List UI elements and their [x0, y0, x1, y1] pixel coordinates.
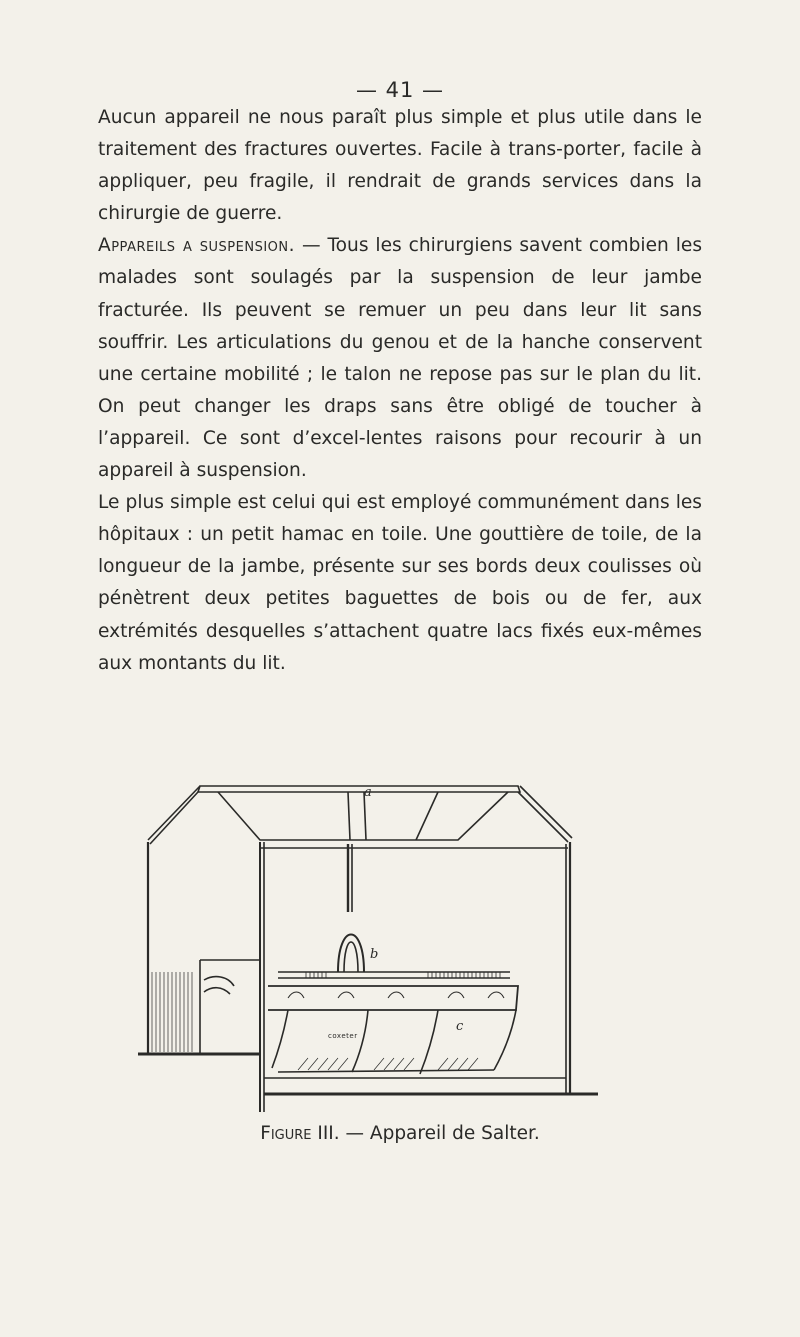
figure-caption-label: Figure III.	[260, 1123, 340, 1144]
figure-caption	[0, 1123, 800, 1144]
section-heading: Appareils a suspension.	[98, 235, 296, 257]
frame-top-bar	[198, 786, 520, 792]
salter-apparatus-figure	[138, 782, 598, 1112]
paragraph-3-text: Le plus simple est celui qui est employé communément dans les hôpitaux : un petit hamac en toile. Une gouttière de toile, de la longueur de la jambe, présente sur ses bords deux coulisses où pénètrent deux petites baguettes de bois ou de fer, aux extrémités desquelles s’attachent quatre lacs fixés eux-mêmes aux montants du lit.	[98, 492, 702, 674]
figure-label-c: c	[456, 1019, 464, 1034]
paragraph-1-text: Aucun appareil ne nous paraît plus simple et plus utile dans le traitement des fractures ouvertes. Facile à trans-porter, facile à appliquer, peu fragile, il rendrait de grands services dans la chirurgie de guerre.	[98, 107, 702, 225]
figure-caption-text: — Appareil de Salter.	[339, 1123, 540, 1144]
figure-maker-label: coxeter	[328, 1032, 358, 1040]
paragraph-2	[98, 230, 702, 487]
paragraph-3	[98, 487, 702, 680]
figure-label-a: a	[364, 785, 372, 800]
paragraph-1	[98, 102, 702, 230]
page-number: — 41 —	[355, 78, 445, 102]
paragraph-2-text: — Tous les chirurgiens savent combien les malades sont soulagés par la suspension de leur jambe fracturée. Ils peuvent se remuer un peu dans leur lit sans souffrir. Les articulations du genou et de la hanche conservent une certaine mobilité ; le talon ne repose pas sur le plan du lit. On peut changer les draps sans être obligé de toucher à l’appareil. Ce sont d’excel-lentes raisons pour recourir à un appareil à suspension.	[98, 235, 703, 482]
body-text	[98, 102, 702, 680]
figure-label-b: b	[370, 947, 379, 962]
